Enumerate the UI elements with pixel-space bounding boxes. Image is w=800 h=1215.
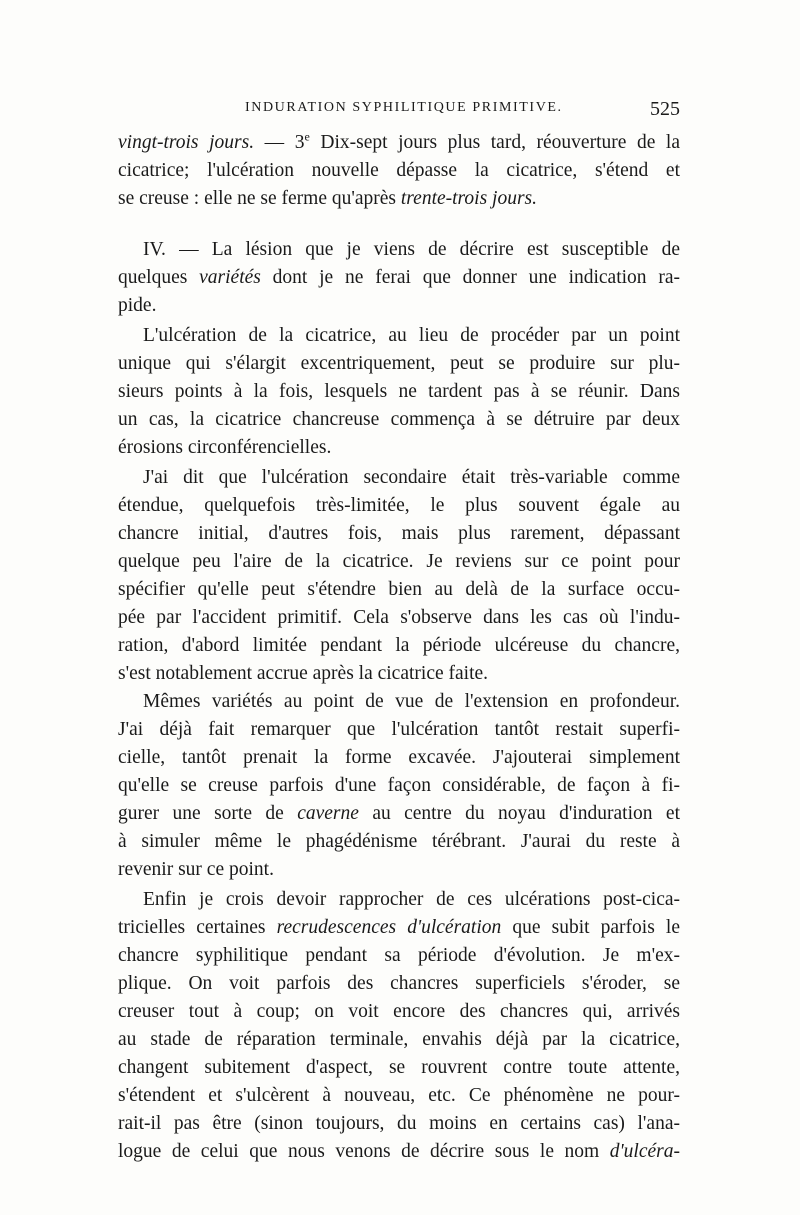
text-line: [118, 659, 680, 688]
text-run: chancre initial, d'autres fois, mais plus rarement, dépassant: [118, 523, 680, 544]
text-run: gurer une sorte de: [118, 803, 298, 824]
text-run: s'est notablement accrue après la cicatrice faite.: [118, 663, 489, 684]
text-line: [143, 235, 680, 264]
text-line: [118, 184, 680, 213]
text-line: [118, 433, 680, 462]
text-run: un cas, la cicatrice chancreuse commença à se détruire par deux: [118, 409, 680, 430]
text-line: [118, 631, 680, 660]
italic-text: d'ulcéra-: [609, 1141, 680, 1162]
text-run: se creuse : elle ne se ferme qu'après: [118, 188, 401, 209]
text-run: rait-il pas être (sinon toujours, du moins en certains cas) l'ana-: [118, 1113, 680, 1134]
superscript-text: e: [304, 129, 310, 144]
text-run: J'ai déjà fait remarquer que l'ulcération tantôt restait superfi-: [118, 719, 680, 740]
text-run: Enfin je crois devoir rapprocher de ces ulcérations post-cica-: [143, 889, 680, 910]
page-number: 525: [650, 98, 680, 120]
text-run: cicatrice; l'ulcération nouvelle dépasse la cicatrice, s'étend et: [118, 160, 680, 181]
text-run: cielle, tantôt prenait la forme excavée. J'ajouterai simplement: [118, 747, 680, 768]
text-line: [118, 575, 680, 604]
text-line: [118, 263, 680, 292]
text-run: IV. — La lésion que je viens de décrire est susceptible de: [143, 239, 680, 260]
text-line: [118, 603, 680, 632]
text-line: [118, 855, 680, 884]
text-line: [118, 1109, 680, 1138]
text-line: [118, 969, 680, 998]
italic-text: trente-trois jours.: [400, 188, 538, 209]
text-line: [143, 463, 680, 492]
text-line: [118, 491, 680, 520]
text-line: [118, 405, 680, 434]
italic-text: recrudescences d'ulcération: [276, 917, 502, 938]
text-line: [118, 941, 680, 970]
text-run: revenir sur ce point.: [118, 859, 274, 880]
text-line: [118, 1053, 680, 1082]
text-line: [118, 799, 680, 828]
text-run: au stade de réparation terminale, envahis déjà par la cicatrice,: [118, 1029, 680, 1050]
text-line: [118, 349, 680, 378]
text-run: érosions circonférencielles.: [118, 437, 332, 458]
text-line: [118, 128, 680, 157]
text-line: [118, 377, 680, 406]
text-run: quelque peu l'aire de la cicatrice. Je reviens sur ce point pour: [118, 551, 680, 572]
text-line: [118, 1137, 680, 1166]
text-line: [118, 997, 680, 1026]
running-head: [120, 98, 680, 122]
italic-text: variétés: [199, 267, 261, 288]
text-line: [143, 885, 680, 914]
italic-text: vingt-trois jours.: [118, 132, 255, 153]
text-run: dont je ne ferai que donner une indication ra-: [260, 267, 680, 288]
text-line: [118, 913, 680, 942]
text-run: au centre du noyau d'induration et: [358, 803, 680, 824]
text-line: [118, 547, 680, 576]
text-run: J'ai dit que l'ulcération secondaire était très-variable comme: [143, 467, 680, 488]
text-run: unique qui s'élargit excentriquement, peut se produire sur plu-: [118, 353, 680, 374]
text-line: [118, 771, 680, 800]
text-line: [118, 715, 680, 744]
text-run: ration, d'abord limitée pendant la période ulcéreuse du chancre,: [118, 635, 680, 656]
text-run: plique. On voit parfois des chancres superficiels s'éroder, se: [118, 973, 680, 994]
text-line: [143, 687, 680, 716]
text-run: L'ulcération de la cicatrice, au lieu de procéder par un point: [143, 325, 680, 346]
text-run: chancre syphilitique pendant sa période d'évolution. Je m'ex-: [118, 945, 680, 966]
text-line: [118, 1025, 680, 1054]
running-title: INDURATION SYPHILITIQUE PRIMITIVE.: [245, 100, 563, 115]
text-run: quelques: [118, 267, 200, 288]
text-run: logue de celui que nous venons de décrire sous le nom: [118, 1141, 610, 1162]
text-run: creuser tout à coup; on voit encore des chancres qui, arrivés: [118, 1001, 680, 1022]
text-run: à simuler même le phagédénisme térébrant. J'aurai du reste à: [118, 831, 680, 852]
text-run: Dix-sept jours plus tard, réouverture de la: [309, 132, 681, 153]
text-run: s'étendent et s'ulcèrent à nouveau, etc. Ce phénomène ne pour-: [118, 1085, 680, 1106]
text-run: tricielles certaines: [118, 917, 277, 938]
text-run: que subit parfois le: [501, 917, 680, 938]
text-line: [118, 827, 680, 856]
text-line: [143, 321, 680, 350]
text-run: qu'elle se creuse parfois d'une façon considérable, de façon à fi-: [118, 775, 680, 796]
text-line: [118, 743, 680, 772]
text-run: Mêmes variétés au point de vue de l'extension en profondeur.: [143, 691, 680, 712]
text-line: [118, 1081, 680, 1110]
text-line: [118, 156, 680, 185]
text-run: sieurs points à la fois, lesquels ne tardent pas à se réunir. Dans: [118, 381, 680, 402]
text-run: pide.: [118, 295, 157, 316]
italic-text: caverne: [297, 803, 359, 824]
text-run: étendue, quelquefois très-limitée, le plus souvent égale au: [118, 495, 680, 516]
text-run: changent subitement d'aspect, se rouvrent contre toute attente,: [118, 1057, 680, 1078]
text-line: [118, 291, 680, 320]
text-run: pée par l'accident primitif. Cela s'observe dans les cas où l'indu-: [118, 607, 680, 628]
text-run: spécifier qu'elle peut s'étendre bien au delà de la surface occu-: [118, 579, 680, 600]
text-line: [118, 519, 680, 548]
text-run: — 3: [254, 132, 305, 153]
